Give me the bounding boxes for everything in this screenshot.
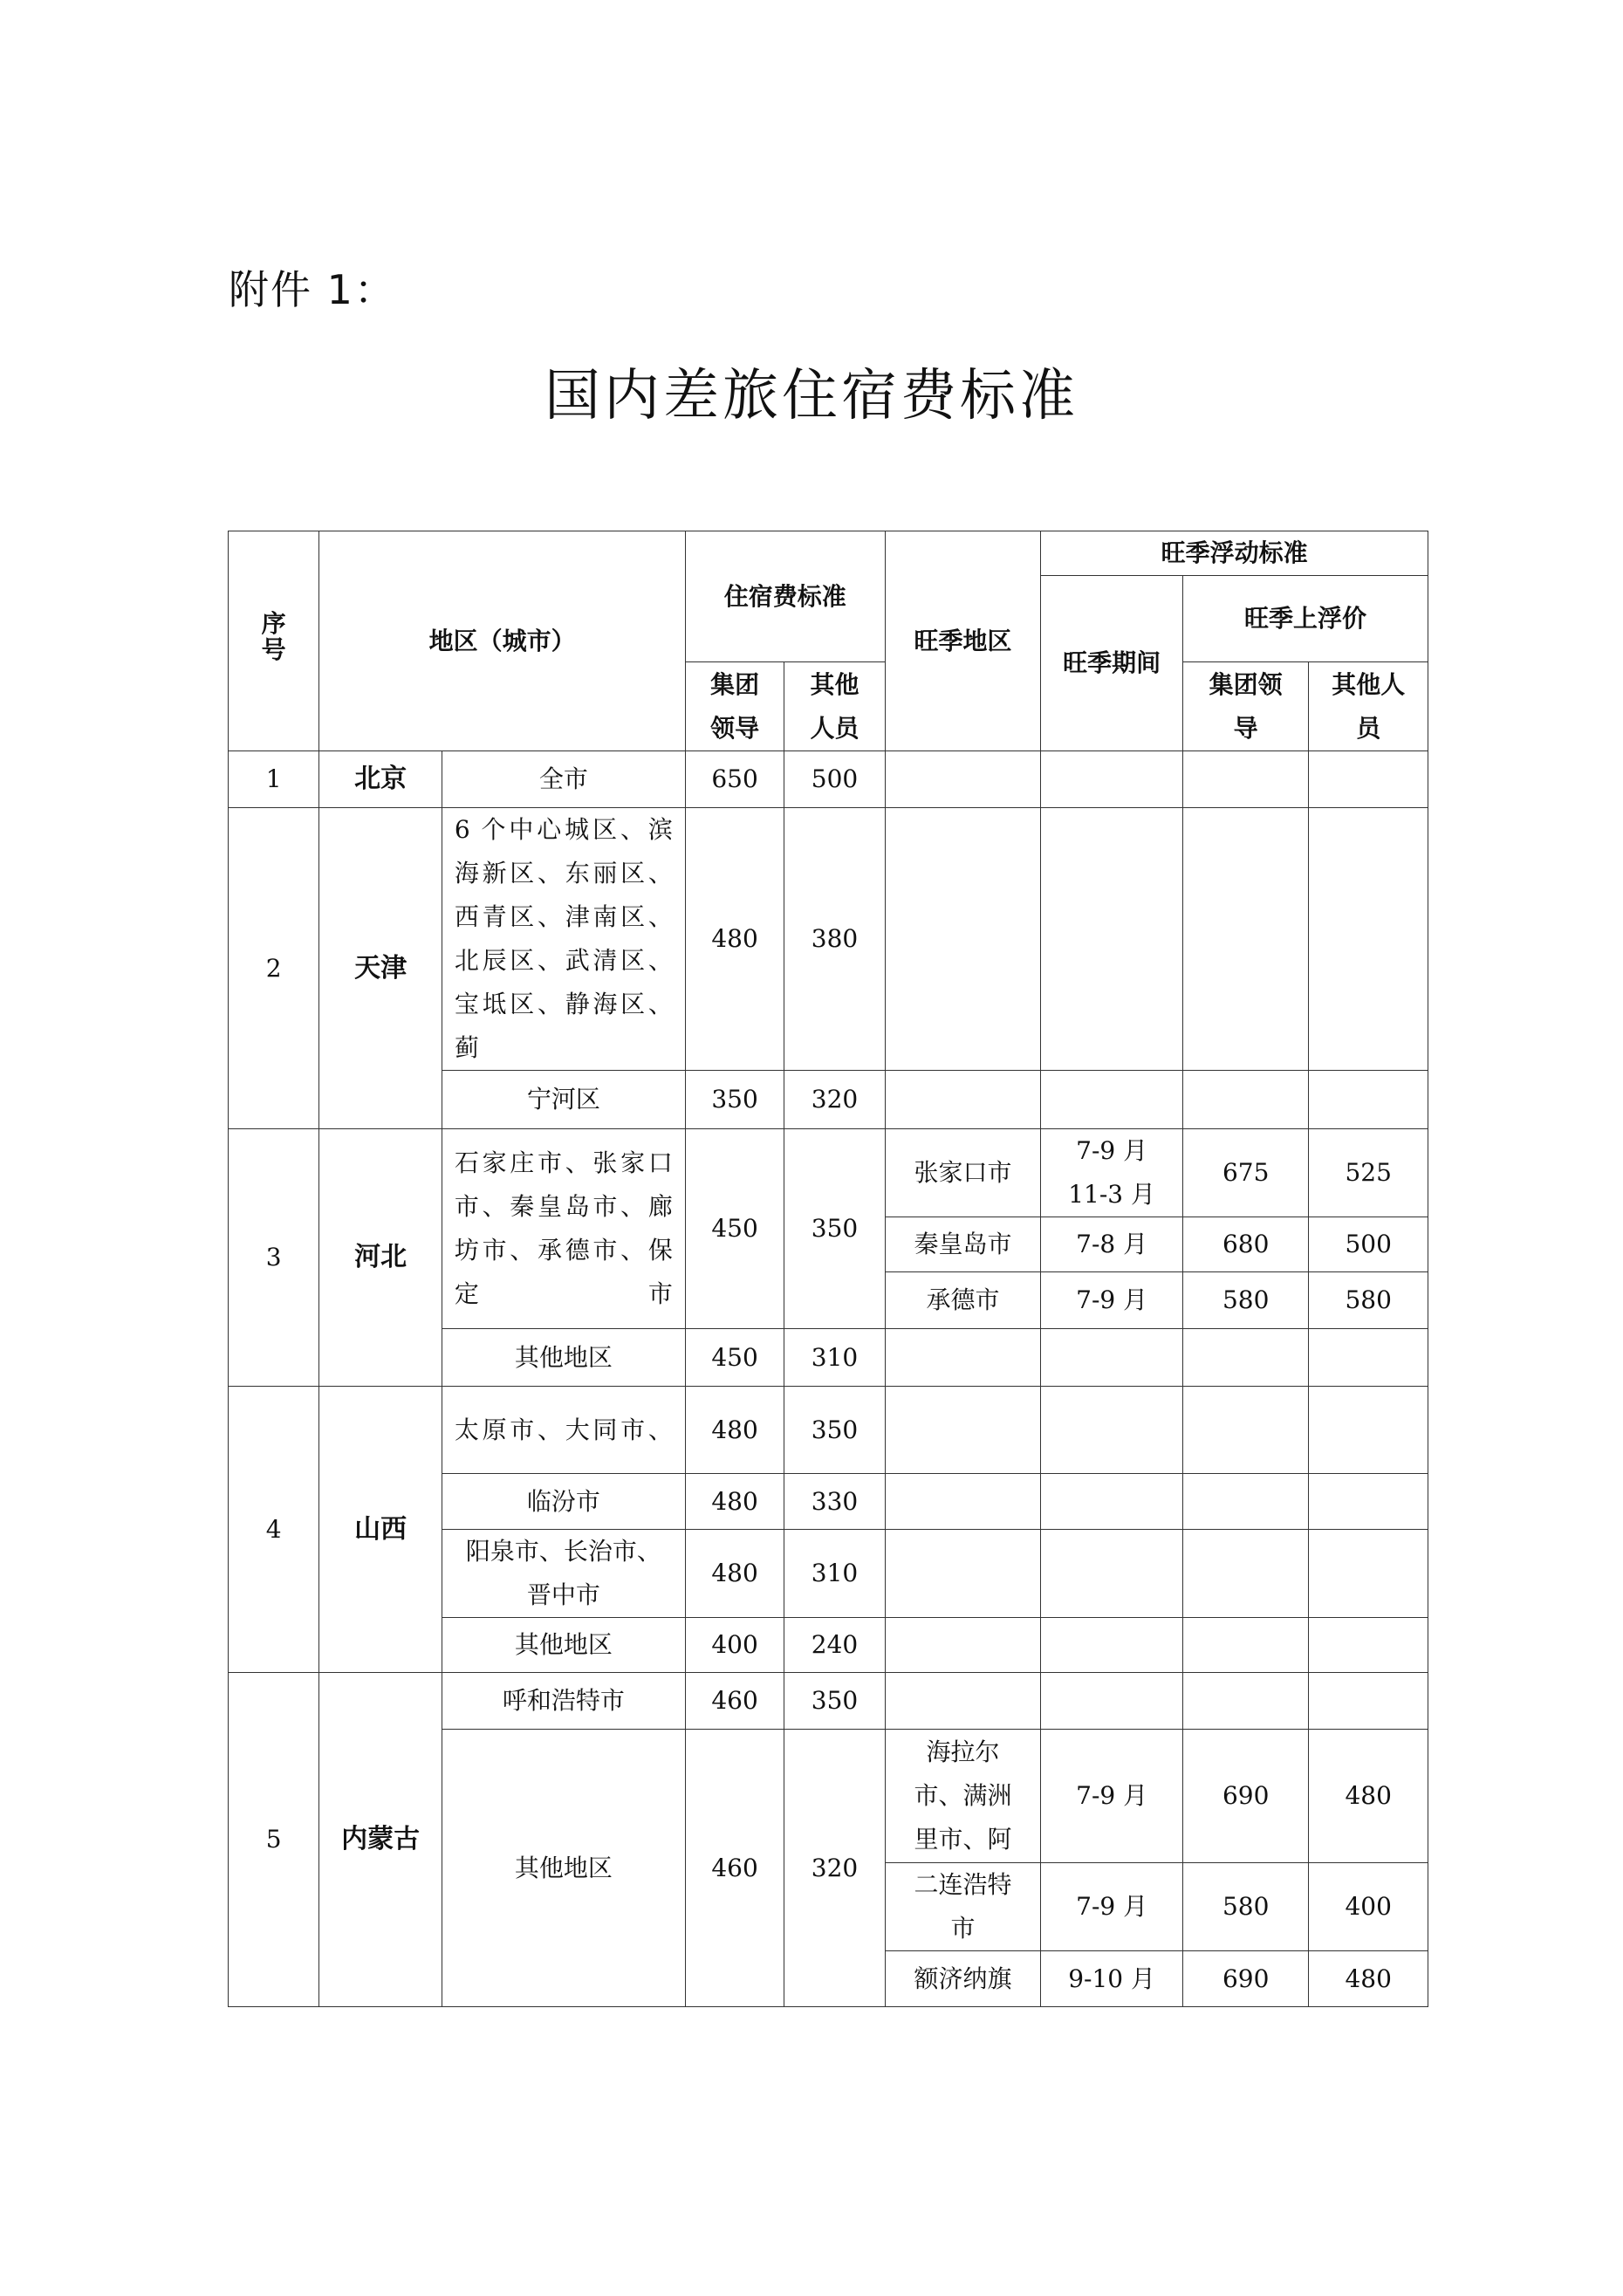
empty-cell xyxy=(1041,808,1183,1071)
empty-cell xyxy=(1182,1329,1309,1387)
area-cell: 全市 xyxy=(442,751,685,808)
empty-cell xyxy=(885,1071,1041,1129)
peak-region-cell: 额济纳旗 xyxy=(885,1951,1041,2007)
leader-rate-cell: 460 xyxy=(685,1673,784,1730)
empty-cell xyxy=(885,1474,1041,1530)
table-row xyxy=(229,1673,1428,1730)
up-other-header: 其他人 员 xyxy=(1309,662,1428,751)
empty-cell xyxy=(1041,1673,1183,1730)
other-rate-cell: 320 xyxy=(784,1071,885,1129)
peak-other-rate-cell: 580 xyxy=(1309,1272,1428,1329)
seq-cell: 5 xyxy=(229,1673,319,2007)
seq-cell: 4 xyxy=(229,1387,319,1673)
leader-rate-cell: 480 xyxy=(685,1530,784,1618)
lodging-standard-table xyxy=(228,531,1428,2007)
peak-up-header: 旺季上浮价 xyxy=(1182,576,1428,662)
attachment-label: 附件 1： xyxy=(229,266,396,313)
peak-region-header: 旺季地区 xyxy=(885,531,1041,751)
province-cell: 天津 xyxy=(319,808,442,1129)
peak-region-cell: 承德市 xyxy=(885,1272,1041,1329)
peak-leader-rate-cell: 690 xyxy=(1182,1730,1309,1863)
peak-float-header: 旺季浮动标准 xyxy=(1041,531,1428,576)
empty-cell xyxy=(885,751,1041,808)
empty-cell xyxy=(1309,1329,1428,1387)
empty-cell xyxy=(1309,1387,1428,1474)
province-cell: 河北 xyxy=(319,1129,442,1387)
up-leader-header: 集团领 导 xyxy=(1182,662,1309,751)
table-row xyxy=(229,1387,1428,1474)
peak-region-cell: 秦皇岛市 xyxy=(885,1217,1041,1272)
seq-cell: 2 xyxy=(229,808,319,1129)
empty-cell xyxy=(1182,751,1309,808)
province-cell: 山西 xyxy=(319,1387,442,1673)
empty-cell xyxy=(1041,1071,1183,1129)
empty-cell xyxy=(1309,1618,1428,1673)
empty-cell xyxy=(1309,808,1428,1071)
leader-rate-cell: 400 xyxy=(685,1618,784,1673)
empty-cell xyxy=(1041,1329,1183,1387)
peak-period-cell: 9-10 月 xyxy=(1041,1951,1183,2007)
area-cell: 太原市、大同市、 xyxy=(442,1387,685,1474)
other-rate-cell: 310 xyxy=(784,1530,885,1618)
region-header: 地区（城市） xyxy=(319,531,686,751)
empty-cell xyxy=(1309,1530,1428,1618)
empty-cell xyxy=(1041,1387,1183,1474)
peak-region-cell: 二连浩特 市 xyxy=(885,1863,1041,1951)
other-rate-cell: 330 xyxy=(784,1474,885,1530)
leader-rate-cell: 480 xyxy=(685,808,784,1071)
leader-rate-cell: 480 xyxy=(685,1474,784,1530)
other-rate-cell: 380 xyxy=(784,808,885,1071)
other-rate-cell: 350 xyxy=(784,1673,885,1730)
other-rate-cell: 320 xyxy=(784,1730,885,2007)
empty-cell xyxy=(1309,751,1428,808)
area-cell: 呼和浩特市 xyxy=(442,1673,685,1730)
empty-cell xyxy=(1041,1530,1183,1618)
peak-period-cell: 7-9 月 xyxy=(1041,1272,1183,1329)
empty-cell xyxy=(1182,808,1309,1071)
lodging-header: 住宿费标准 xyxy=(685,531,885,662)
area-cell: 宁河区 xyxy=(442,1071,685,1129)
group-leader-header: 集团 领导 xyxy=(685,662,784,751)
peak-region-cell: 海拉尔 市、满洲 里市、阿 xyxy=(885,1730,1041,1863)
header-row-1 xyxy=(229,531,1428,576)
seq-cell: 1 xyxy=(229,751,319,808)
empty-cell xyxy=(885,1673,1041,1730)
table-row xyxy=(229,1129,1428,1217)
peak-period-cell: 7-9 月 11-3 月 xyxy=(1041,1129,1183,1217)
area-cell: 临汾市 xyxy=(442,1474,685,1530)
peak-other-rate-cell: 480 xyxy=(1309,1730,1428,1863)
empty-cell xyxy=(1309,1474,1428,1530)
leader-rate-cell: 480 xyxy=(685,1387,784,1474)
empty-cell xyxy=(885,808,1041,1071)
peak-period-cell: 7-9 月 xyxy=(1041,1730,1183,1863)
peak-other-rate-cell: 480 xyxy=(1309,1951,1428,2007)
province-cell: 内蒙古 xyxy=(319,1673,442,2007)
leader-rate-cell: 650 xyxy=(685,751,784,808)
area-cell: 阳泉市、长治市、 晋中市 xyxy=(442,1530,685,1618)
empty-cell xyxy=(1309,1673,1428,1730)
seq-cell: 3 xyxy=(229,1129,319,1387)
peak-period-cell: 7-9 月 xyxy=(1041,1863,1183,1951)
empty-cell xyxy=(885,1329,1041,1387)
empty-cell xyxy=(1182,1474,1309,1530)
area-cell: 其他地区 xyxy=(442,1329,685,1387)
empty-cell xyxy=(885,1387,1041,1474)
peak-period-header: 旺季期间 xyxy=(1041,576,1183,751)
other-rate-cell: 350 xyxy=(784,1387,885,1474)
empty-cell xyxy=(1041,1618,1183,1673)
peak-other-rate-cell: 500 xyxy=(1309,1217,1428,1272)
leader-rate-cell: 350 xyxy=(685,1071,784,1129)
other-staff-header: 其他 人员 xyxy=(784,662,885,751)
peak-leader-rate-cell: 675 xyxy=(1182,1129,1309,1217)
empty-cell xyxy=(1182,1618,1309,1673)
empty-cell xyxy=(1182,1530,1309,1618)
empty-cell xyxy=(1041,751,1183,808)
peak-leader-rate-cell: 580 xyxy=(1182,1863,1309,1951)
empty-cell xyxy=(1309,1071,1428,1129)
peak-leader-rate-cell: 680 xyxy=(1182,1217,1309,1272)
leader-rate-cell: 450 xyxy=(685,1129,784,1329)
empty-cell xyxy=(1182,1673,1309,1730)
area-cell: 石家庄市、张家口市、秦皇岛市、廊坊市、承德市、保定市 xyxy=(442,1129,685,1329)
empty-cell xyxy=(885,1530,1041,1618)
table-row xyxy=(229,751,1428,808)
peak-region-cell: 张家口市 xyxy=(885,1129,1041,1217)
peak-period-cell: 7-8 月 xyxy=(1041,1217,1183,1272)
area-cell: 其他地区 xyxy=(442,1730,685,2007)
other-rate-cell: 500 xyxy=(784,751,885,808)
leader-rate-cell: 450 xyxy=(685,1329,784,1387)
other-rate-cell: 350 xyxy=(784,1129,885,1329)
peak-other-rate-cell: 400 xyxy=(1309,1863,1428,1951)
peak-other-rate-cell: 525 xyxy=(1309,1129,1428,1217)
other-rate-cell: 240 xyxy=(784,1618,885,1673)
leader-rate-cell: 460 xyxy=(685,1730,784,2007)
area-cell: 6 个中心城区、滨海新区、东丽区、西青区、津南区、北辰区、武清区、宝坻区、静海区、蓟 xyxy=(442,808,685,1071)
empty-cell xyxy=(1182,1071,1309,1129)
table-row xyxy=(229,808,1428,1071)
seq-header: 序号 xyxy=(229,531,319,751)
area-cell: 其他地区 xyxy=(442,1618,685,1673)
peak-leader-rate-cell: 690 xyxy=(1182,1951,1309,2007)
empty-cell xyxy=(1182,1387,1309,1474)
province-cell: 北京 xyxy=(319,751,442,808)
empty-cell xyxy=(885,1618,1041,1673)
peak-leader-rate-cell: 580 xyxy=(1182,1272,1309,1329)
page-title: 国内差旅住宿费标准 xyxy=(544,364,1079,428)
empty-cell xyxy=(1041,1474,1183,1530)
other-rate-cell: 310 xyxy=(784,1329,885,1387)
